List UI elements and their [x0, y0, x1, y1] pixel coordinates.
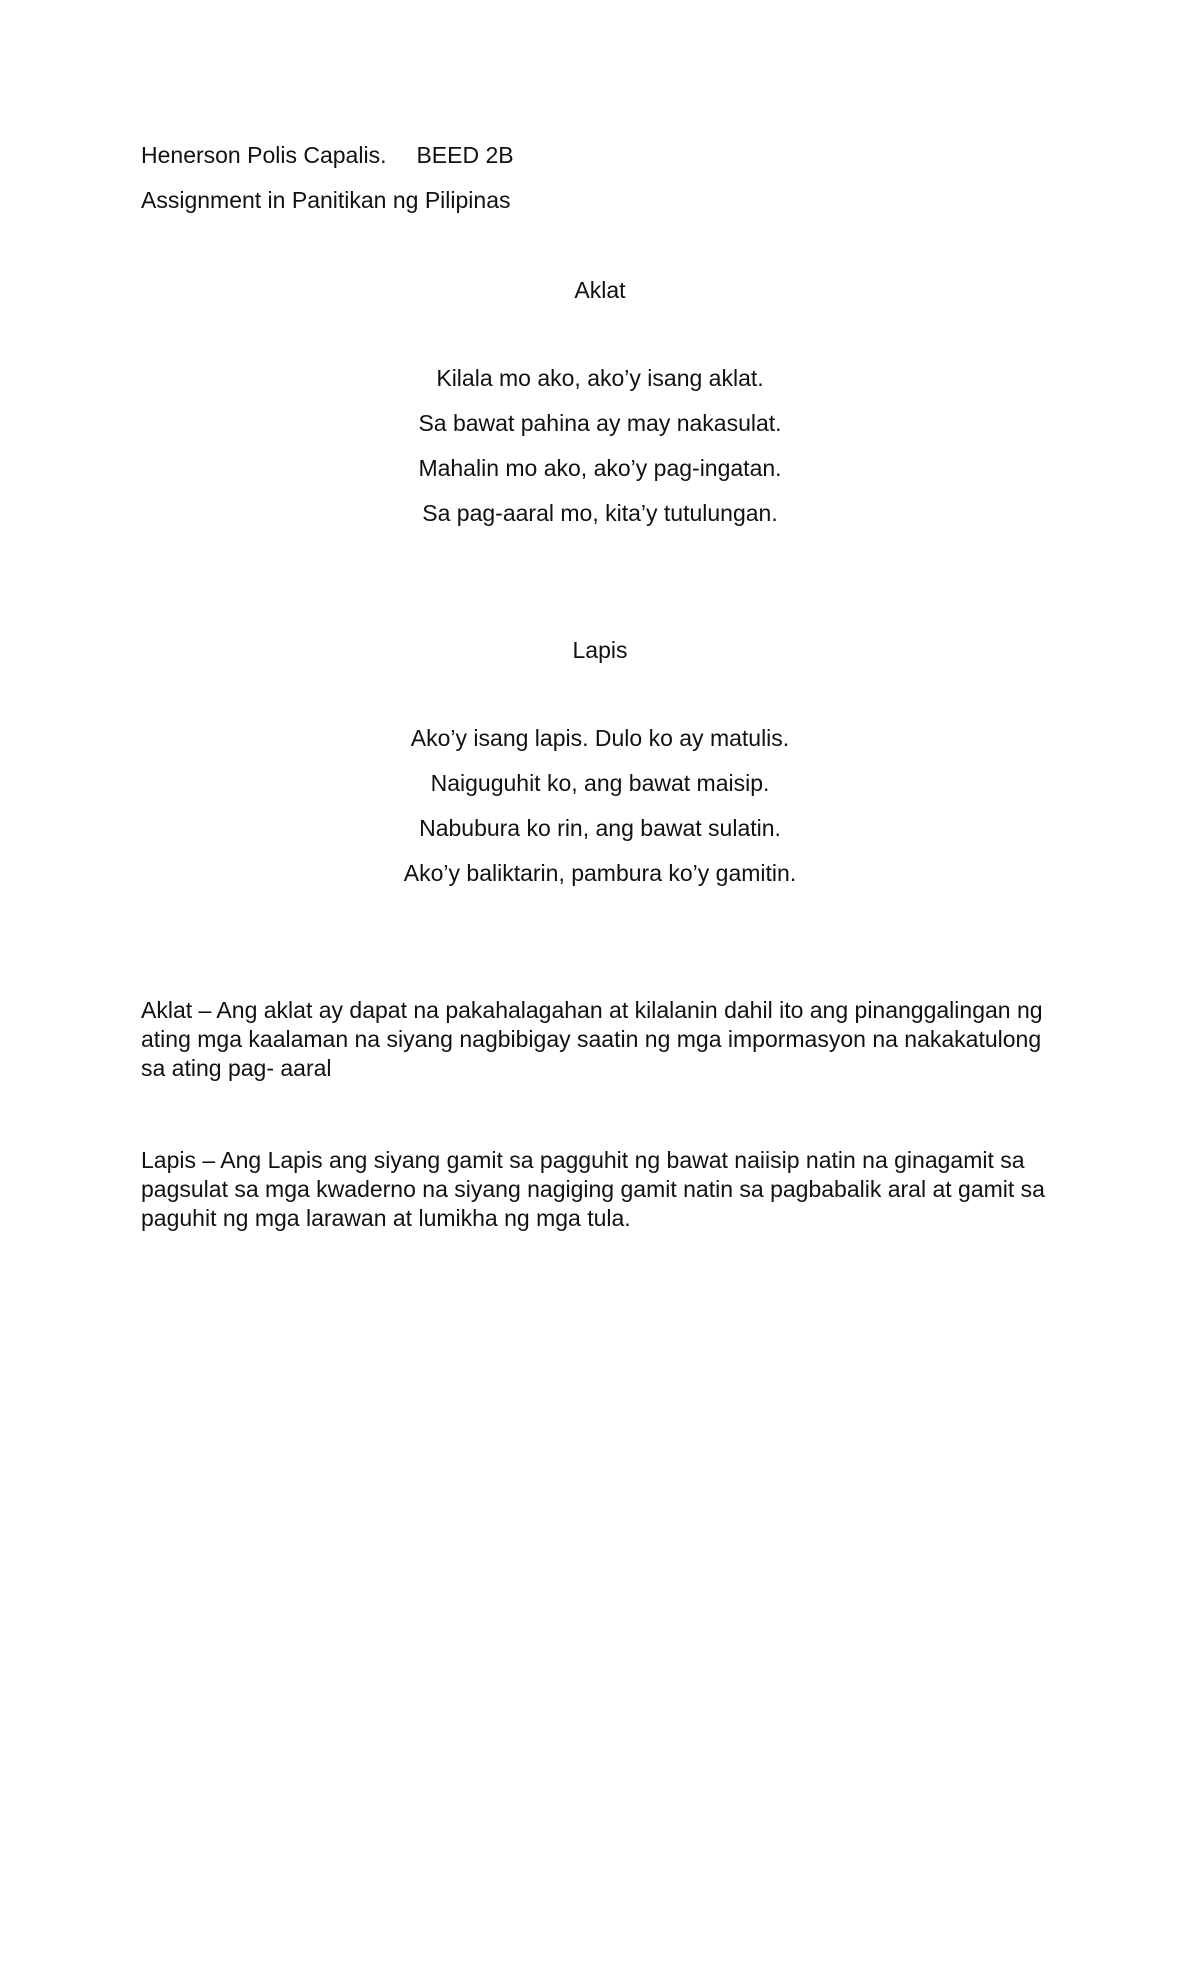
course-section: BEED 2B [416, 142, 514, 168]
explanation-aklat: Aklat – Ang aklat ay dapat na pakahalagahan at kilalanin dahil ito ang pinanggalingan ng ating mga kaalaman na siyang nagbibigay saatin ng mga impormasyon na nakakatulong sa ating pag- aaral [141, 997, 1043, 1081]
poem-line: Ako’y baliktarin, pambura ko’y gamitin. [403, 860, 797, 886]
poem-title: Aklat [574, 277, 626, 303]
poem-line: Ako’y isang lapis. Dulo ko ay matulis. [410, 725, 790, 751]
poem-lapis-title-block [0, 636, 1200, 666]
poem-line: Sa bawat pahina ay may nakasulat. [418, 410, 782, 436]
poem-line: Naiguguhit ko, ang bawat maisip. [430, 770, 770, 796]
poem-line: Mahalin mo ako, ako’y pag-ingatan. [418, 455, 782, 481]
explanation-lapis: Lapis – Ang Lapis ang siyang gamit sa pagguhit ng bawat naiisip natin na ginagamit sa pagsulat sa mga kwaderno na siyang nagiging gamit natin sa pagbabalik aral at gamit sa paguhit ng mga larawan at lumikha ng mga tula. [141, 1147, 1045, 1231]
poem-lapis [0, 716, 1200, 896]
student-info-line [141, 141, 514, 171]
poem-title: Lapis [572, 637, 628, 663]
student-name: Henerson Polis Capalis. [141, 142, 387, 168]
poem-line: Nabubura ko rin, ang bawat sulatin. [419, 815, 781, 841]
assignment-title: Assignment in Panitikan ng Pilipinas [141, 187, 511, 213]
poem-line: Kilala mo ako, ako’y isang aklat. [436, 365, 764, 391]
poem-line: Sa pag-aaral mo, kita’y tutulungan. [422, 500, 778, 526]
poem-aklat [0, 356, 1200, 536]
poem-aklat-title-block [0, 276, 1200, 306]
